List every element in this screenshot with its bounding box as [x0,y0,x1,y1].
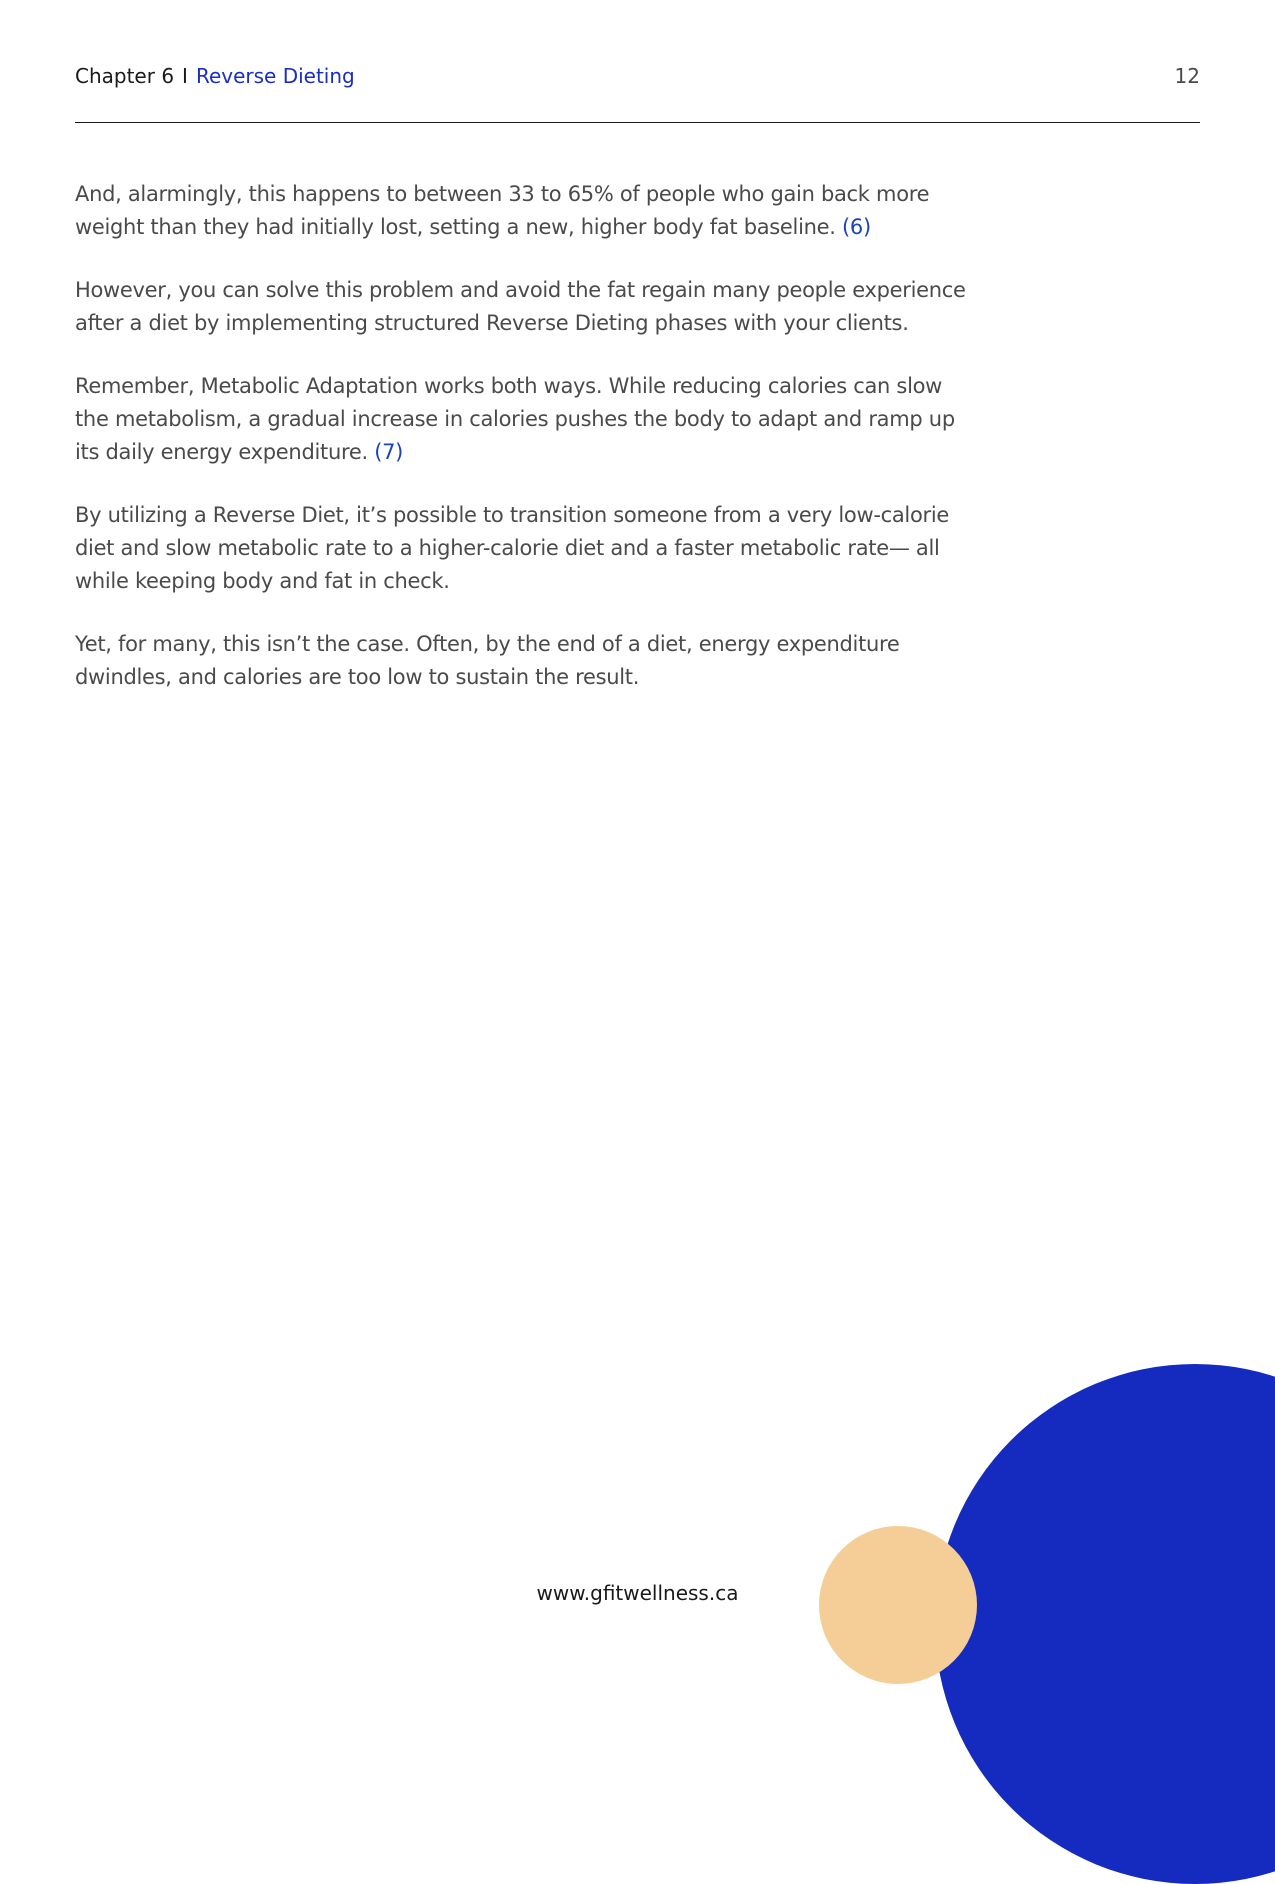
citation-link[interactable]: (7) [374,440,404,464]
paragraph-text: Remember, Metabolic Adaptation works both ways. While reducing calories can slow the metabolism, a gradual increase in calories pushes the body to adapt and ramp up its daily energy expenditure. [75,374,955,464]
paragraph-text: By utilizing a Reverse Diet, it’s possible to transition someone from a very low-calorie diet and slow metabolic rate to a higher-calorie diet and a faster metabolic rate— all while keeping body and fat in check. [75,503,949,593]
page-number: 12 [1174,64,1200,88]
paragraph [75,274,980,340]
paragraph [75,628,980,694]
paragraph [75,370,980,469]
paragraph-text: Yet, for many, this isn’t the case. Often, by the end of a diet, energy expenditure dwindles, and calories are too low to sustain the result. [75,632,900,689]
citation-link[interactable]: (6) [842,215,871,239]
decorative-blue-circle [935,1364,1275,1884]
paragraph [75,499,980,598]
paragraph-text: And, alarmingly, this happens to between 33 to 65% of people who gain back more weight than they had initially lost, setting a new, higher body fat baseline. [75,182,930,239]
paragraph [75,178,980,244]
footer-website[interactable]: www.gfitwellness.ca [536,1581,739,1605]
section-title: Reverse Dieting [195,64,355,88]
chapter-label: Chapter 6 [75,64,175,88]
paragraph-text: However, you can solve this problem and avoid the fat regain many people experience after a diet by implementing structured Reverse Dieting phases with your clients. [75,278,966,335]
body-content [75,178,980,724]
chapter-heading [75,62,355,90]
header-separator: I [182,64,188,88]
page-header [75,62,1200,123]
